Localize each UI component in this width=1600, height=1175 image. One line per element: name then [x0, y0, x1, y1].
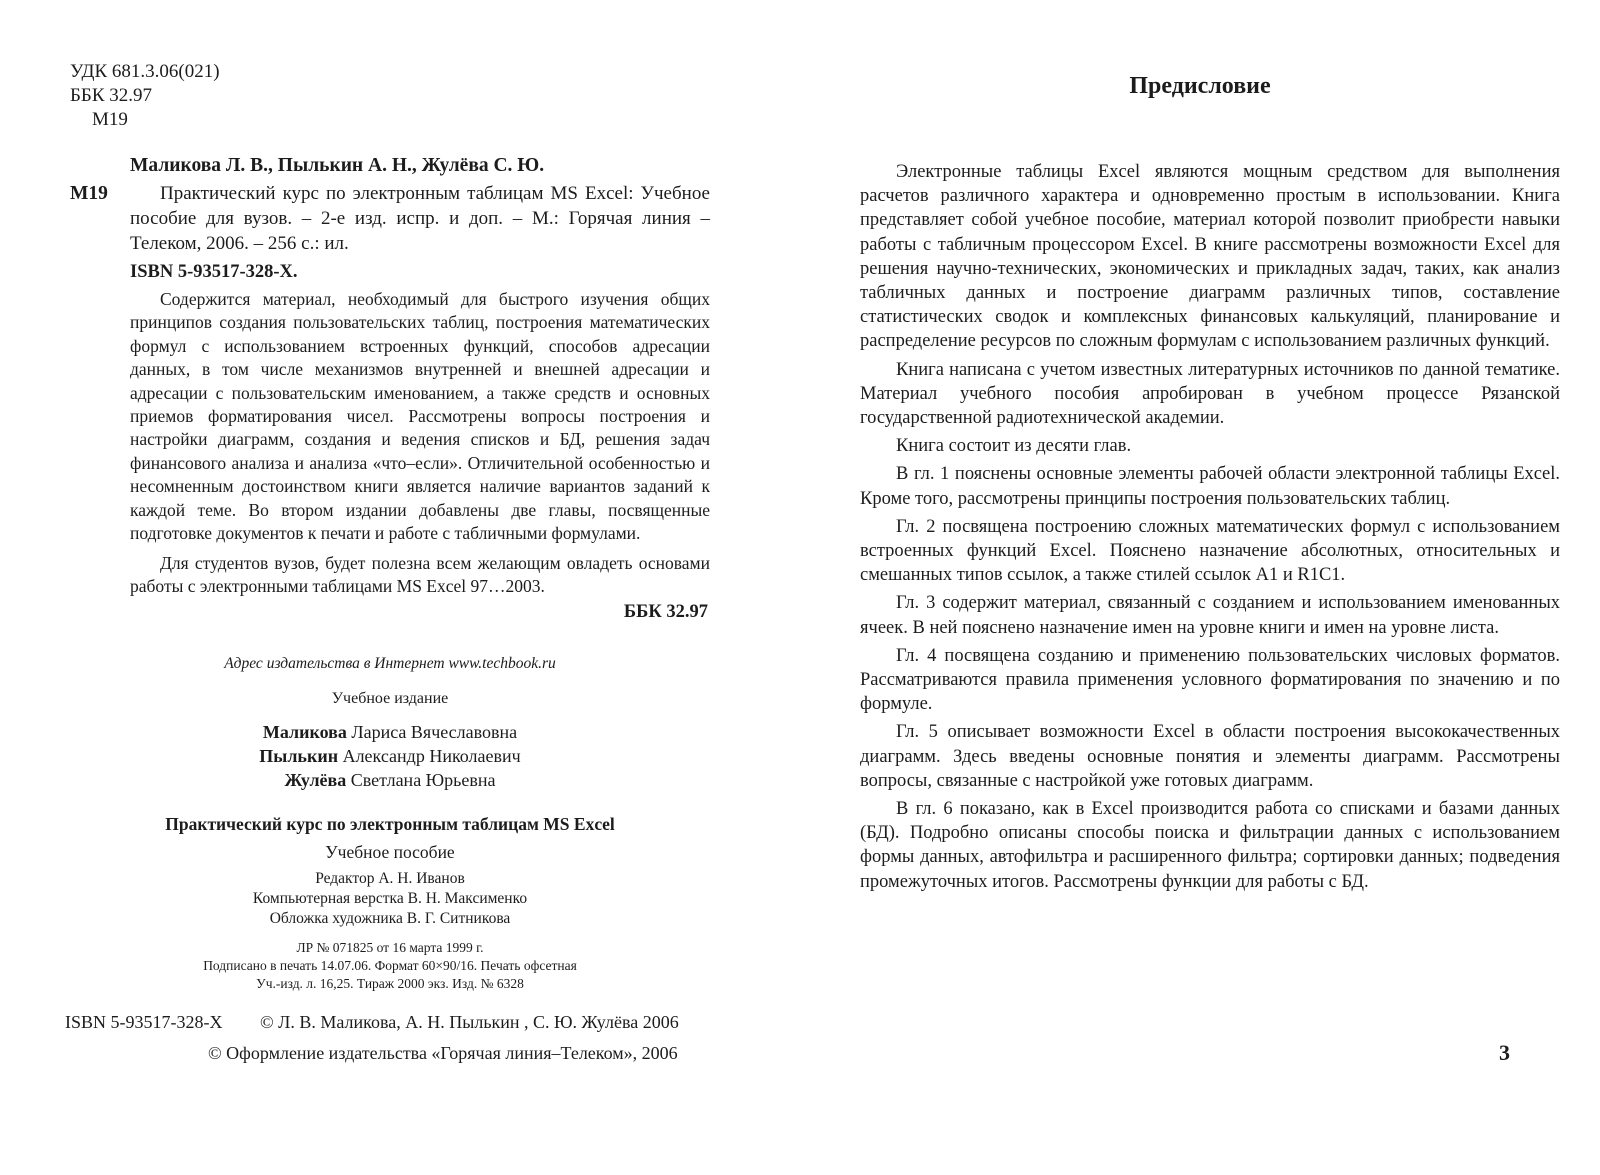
edition-type: Учебное издание	[331, 690, 449, 707]
bbk-code: ББК 32.97	[70, 85, 152, 106]
cover-line: Обложка художника В. Г. Ситникова	[269, 910, 511, 927]
layout-line: Компьютерная верстка В. Н. Максименко	[252, 890, 528, 907]
preface-paragraph: Гл. 5 описывает возможности Excel в области построения высококачественных диаграмм. Здесь введены основные понятия и элементы диаграмм. Рассмотрены вопросы, связанные с настройкой уже готовых диаграмм.	[860, 722, 1560, 791]
editor-line: Редактор А. Н. Иванов	[315, 870, 465, 887]
right-page	[800, 0, 1600, 1175]
preface-text	[860, 160, 1560, 898]
author-surname: Жулёва	[284, 770, 347, 790]
bib-description	[130, 181, 710, 257]
bib-isbn: ISBN 5-93517-328-X.	[130, 262, 298, 282]
author-line-1	[150, 722, 630, 743]
preface-paragraph: Электронные таблицы Excel являются мощным средством для выполнения расчетов различного характера и одновременно простым в использовании. Книга представляет собой учебное пособие, материал которой позволит приобрести навыки работы с табличным процессором Excel. В книге рассмотрены возможности Excel для решения научно-технических, экономических и прикладных задач, таких, как анализ табличных данных и построение диаграмм различных типов, составление статистических сводок и комплексных финансовых калькуляций, планирование и распределение ресурсов по сложным формулам с использованием различных функций.	[860, 162, 1560, 352]
copyright-design: © Оформление издательства «Горячая линия–Телеком», 2006	[208, 1043, 678, 1063]
author-names: Александр Николаевич	[342, 746, 521, 766]
publisher-web: Адрес издательства в Интернет www.techbook.ru	[224, 655, 556, 672]
author-line-2	[150, 746, 630, 767]
udk-code: УДК 681.3.06(021)	[70, 61, 220, 82]
book-type: Учебное пособие	[325, 842, 455, 862]
annotation: Содержится материал, необходимый для быстрого изучения общих принципов создания пользовательских таблиц, построения математических формул с использованием встроенных функций, способов адресации данных, в том числе механизмов внутренней и внешней адресации и адресации с пользовательским именованием, а также средств и основных приемов форматирования чисел. Рассмотрены вопросы построения и настройки диаграмм, создания и ведения списков и БД, решения задач финансового анализа и анализа «что–если». Отличительной особенностью и несомненным достоинством книги является наличие вариантов заданий к каждой теме. Во втором издании добавлены две главы, посвященные подготовке документов к печати и работе с табличными формулами.	[130, 289, 710, 544]
print-info-line-2: Уч.-изд. л. 16,25. Тираж 2000 экз. Изд. № 6328	[256, 976, 524, 991]
bib-author-mark: М19	[70, 183, 108, 204]
author-surname: Пылькин	[259, 746, 339, 766]
isbn-footer: ISBN 5-93517-328-X	[65, 1012, 223, 1032]
print-info-line: Подписано в печать 14.07.06. Формат 60×90/16. Печать офсетная	[203, 958, 577, 973]
copyright-authors: © Л. В. Маликова, А. Н. Пылькин , С. Ю. Жулёва 2006	[260, 1012, 679, 1032]
author-names: Лариса Вячеславовна	[351, 722, 518, 742]
preface-paragraph: В гл. 1 пояснены основные элементы рабочей области электронной таблицы Excel. Кроме того, рассмотрены принципы построения пользовательских таблиц.	[860, 464, 1560, 509]
author-line-3	[150, 770, 630, 791]
page-heading: Предисловие	[1129, 73, 1271, 99]
preface-paragraph: Гл. 4 посвящена созданию и применению пользовательских числовых форматов. Рассматриваются правила применения условного форматирования по значению и по формуле.	[860, 645, 1560, 715]
preface-paragraph: В гл. 6 показано, как в Excel производится работа со списками и базами данных (БД). Подробно описаны способы поиска и фильтрации данных с использованием формы данных, автофильтра и расширенного фильтра; сортировки данных; подведения промежуточных итогов. Рассмотрены функции для работы с БД.	[860, 799, 1560, 892]
audience: Для студентов вузов, будет полезна всем желающим овладеть основами работы с электронными таблицами MS Excel 97…2003.	[130, 553, 710, 597]
author-names: Светлана Юрьевна	[350, 770, 496, 790]
preface-paragraph: Книга состоит из десяти глав.	[896, 436, 1132, 457]
preface-paragraph: Гл. 2 посвящена построению сложных математических формул с использованием встроенных функций Excel. Пояснено назначение абсолютных, относительных и смешанных типов ссылок, а также стилей ссылок A1 и R1C1.	[860, 516, 1560, 586]
bib-authors: Маликова Л. В., Пылькин А. Н., Жулёва С. Ю.	[130, 155, 545, 176]
bbk-index: ББК 32.97	[623, 602, 708, 622]
bib-title: Практический курс по электронным таблицам MS Excel: Учебное пособие для вузов. – 2-е изд. испр. и доп. – М.: Горячая линия – Телеком, 2006. – 256 с.: ил.	[130, 183, 710, 255]
license-line: ЛР № 071825 от 16 марта 1999 г.	[296, 940, 484, 955]
author-surname: Маликова	[262, 722, 347, 742]
page-number: 3	[1499, 1040, 1510, 1065]
book-title: Практический курс по электронным таблицам MS Excel	[165, 814, 615, 834]
preface-paragraph: Гл. 3 содержит материал, связанный с созданием и использованием именованных ячеек. В ней пояснено назначение имен на уровне книги и имен на уровне листа.	[860, 593, 1560, 638]
preface-paragraph: Книга написана с учетом известных литературных источников по данной тематике. Материал учебного пособия апробирован в учебном процессе Рязанской государственной радиотехнической академии.	[860, 359, 1560, 429]
author-mark: М19	[92, 109, 128, 130]
